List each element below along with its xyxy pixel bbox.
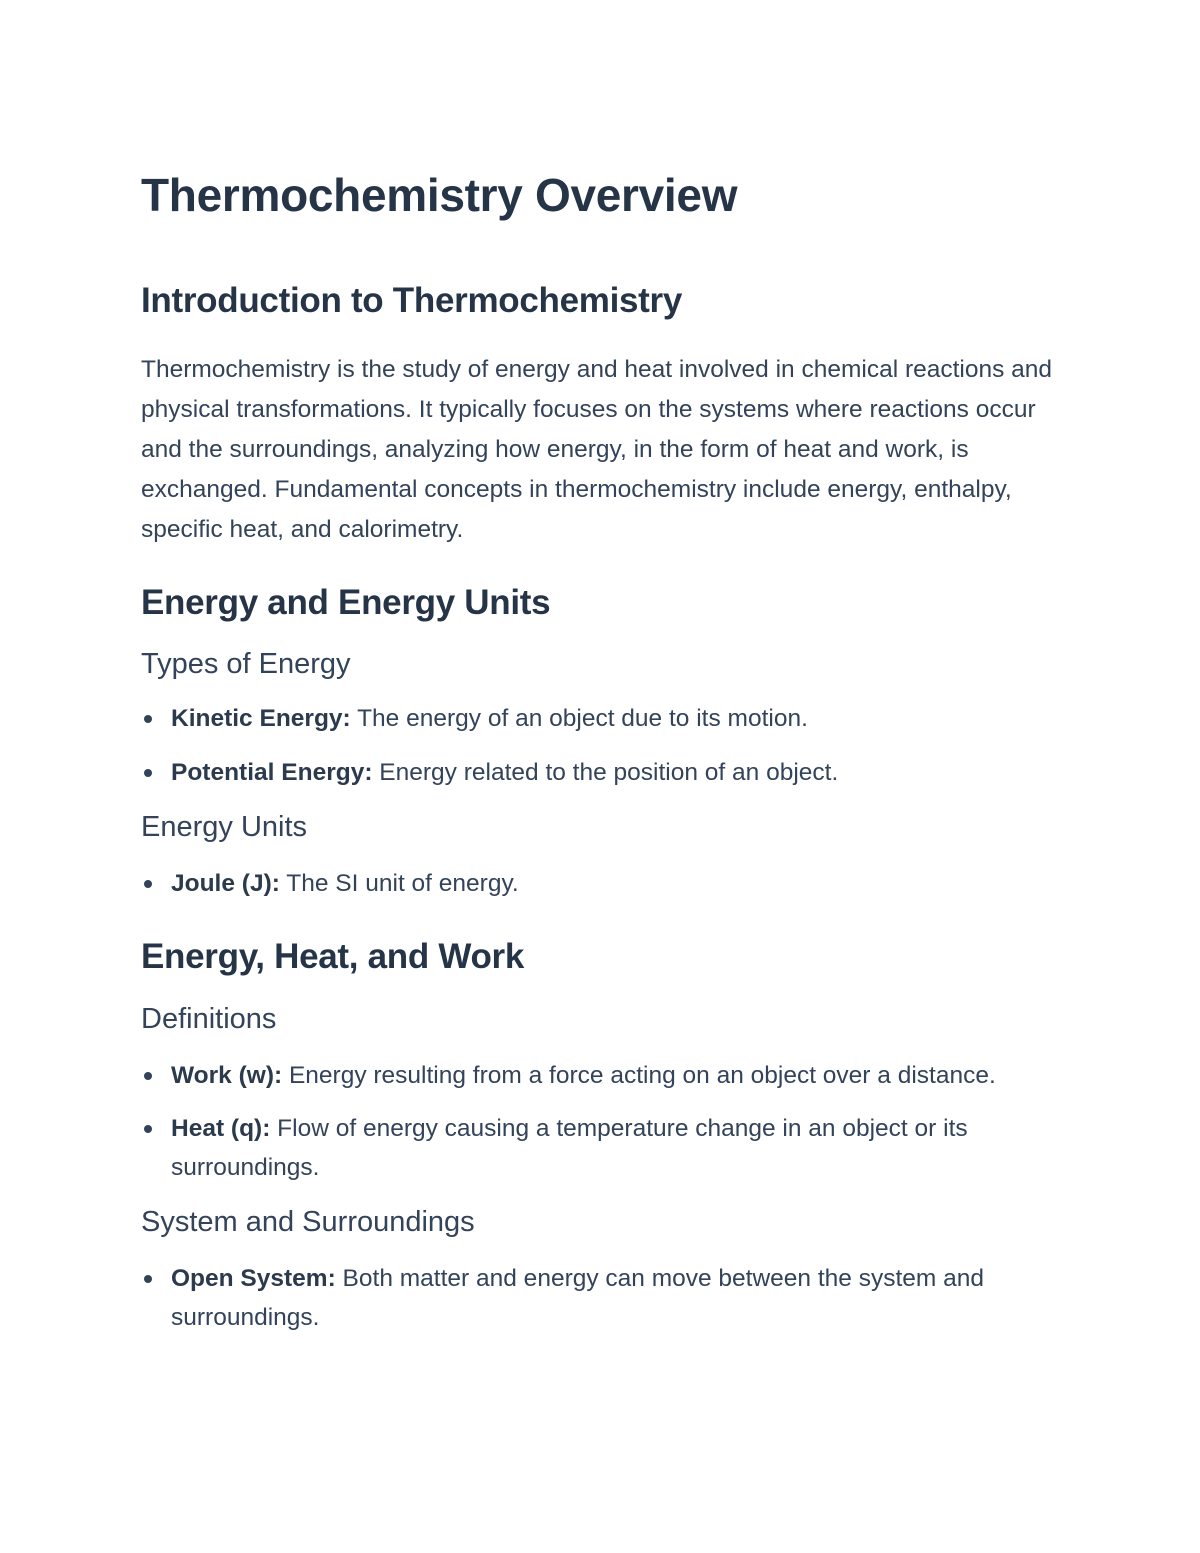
list-item-text: The energy of an object due to its motion. xyxy=(350,705,808,732)
list-item xyxy=(141,699,1071,738)
energy-units-list xyxy=(141,864,1071,903)
list-item-term: Kinetic Energy: xyxy=(171,705,351,732)
system-surroundings-list xyxy=(141,1259,1071,1337)
list-item xyxy=(141,1109,1071,1187)
list-item xyxy=(141,864,1071,903)
list-item-term: Joule (J): xyxy=(171,870,280,897)
page-title: Thermochemistry Overview xyxy=(141,169,738,221)
list-item-text: Energy related to the position of an object. xyxy=(372,759,839,786)
subheading-system-surroundings: System and Surroundings xyxy=(141,1206,475,1238)
subheading-energy-units: Energy Units xyxy=(141,811,308,843)
list-item xyxy=(141,1259,1071,1337)
types-of-energy-list xyxy=(141,699,1071,792)
list-item-term: Heat (q): xyxy=(171,1115,271,1142)
list-item-term: Open System: xyxy=(171,1265,336,1292)
section-heading-energy-heat-work: Energy, Heat, and Work xyxy=(141,937,525,976)
list-item-text: Energy resulting from a force acting on an object over a distance. xyxy=(282,1062,996,1089)
subheading-definitions: Definitions xyxy=(141,1003,277,1035)
list-item-text: Flow of energy causing a temperature change in an object or its surroundings. xyxy=(171,1115,968,1181)
list-item xyxy=(141,753,1071,792)
subheading-types-of-energy: Types of Energy xyxy=(141,648,351,680)
intro-paragraph: Thermochemistry is the study of energy and heat involved in chemical reactions and physical transformations. It typically focuses on the systems where reactions occur and the surroundings, analyzing how energy, in the form of heat and work, is exchanged. Fundamental concepts in thermochemistry include energy, enthalpy, specific heat, and calorimetry. xyxy=(141,356,1053,543)
list-item-term: Potential Energy: xyxy=(171,759,373,786)
section-heading-introduction: Introduction to Thermochemistry xyxy=(141,281,683,320)
list-item xyxy=(141,1056,1071,1095)
list-item-text: Both matter and energy can move between the system and surroundings. xyxy=(171,1265,985,1331)
section-heading-energy-units: Energy and Energy Units xyxy=(141,583,551,622)
list-item-term: Work (w): xyxy=(171,1062,283,1089)
definitions-list xyxy=(141,1056,1071,1187)
document-page xyxy=(141,160,1071,1337)
list-item-text: The SI unit of energy. xyxy=(279,870,519,897)
